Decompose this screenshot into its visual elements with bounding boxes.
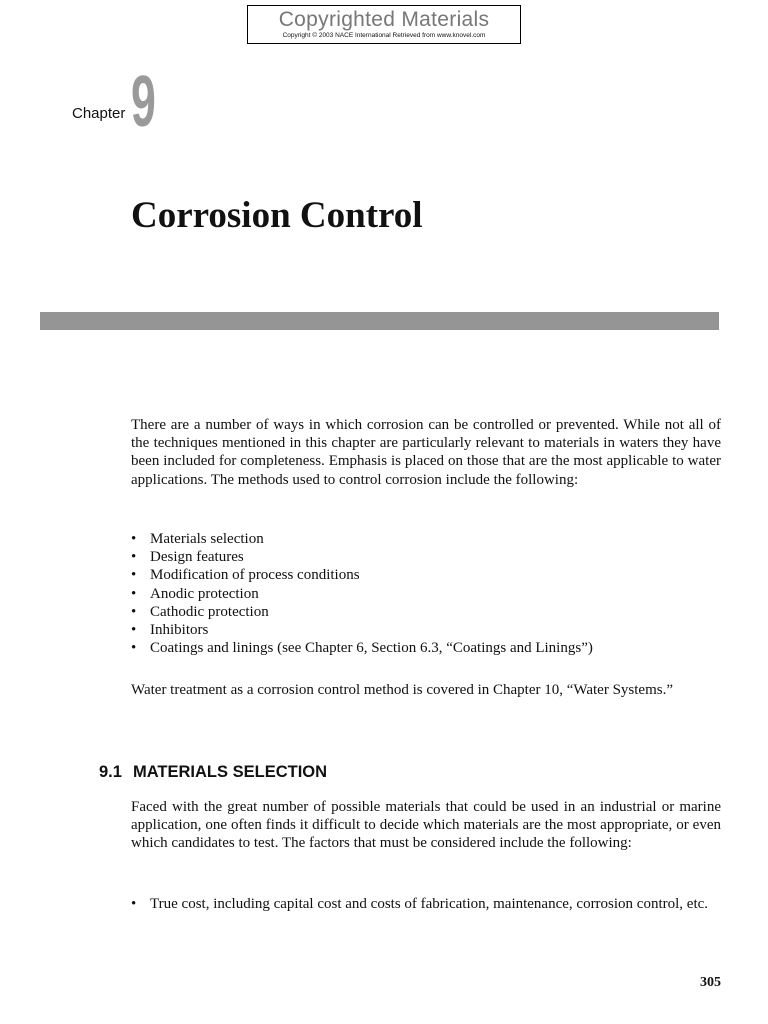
water-treatment-note: Water treatment as a corrosion control method is covered in Chapter 10, “Water Systems.” [131,682,673,698]
list-item-text: Design features [150,549,244,566]
chapter-label: Chapter [72,105,126,122]
list-item [131,530,721,548]
intro-paragraph: There are a number of ways in which corrosion can be controlled or prevented. While not all of the techniques mentioned in this chapter are particularly relevant to materials in waters they have been included for completeness. Emphasis is placed on those that are the most applicable to water applications. The methods used to control corrosion include the following: [131,417,721,488]
copyright-title: Copyrighted Materials [278,8,490,31]
section-title: MATERIALS SELECTION [133,763,328,781]
bullet-icon: • [131,896,137,912]
list-item [131,621,721,639]
bullet-icon: • [131,622,137,639]
list-item [131,585,721,603]
bullet-icon: • [131,603,137,620]
title-divider-bar [40,312,719,330]
section-heading [99,762,327,782]
materials-selection-paragraph: Faced with the great number of possible materials that could be used in an industrial or marine application, one often finds it difficult to decide which materials are the most appropriate, or even which candidates to test. The factors that must be considered include the following: [131,799,721,852]
list-item [131,639,721,657]
section-number: 9.1 [99,763,122,781]
chapter-title: Corrosion Control [131,195,423,236]
list-item-text: Materials selection [150,531,264,547]
bullet-icon: • [131,585,137,602]
list-item-text: Coatings and linings (see Chapter 6, Section 6.3, “Coatings and Linings”) [150,640,593,657]
list-item-text: True cost, including capital cost and costs of fabrication, maintenance, corrosion control, etc. [150,896,709,912]
corrosion-control-methods-list [131,530,721,657]
list-item [131,548,721,566]
selection-factors-list [131,895,721,913]
list-item [131,895,721,913]
list-item [131,566,721,584]
bullet-icon: • [131,549,137,566]
list-item-text: Anodic protection [150,585,259,602]
bullet-icon: • [131,640,137,657]
copyright-notice: Copyright © 2003 NACE International Retrieved from www.knovel.com [282,32,486,39]
copyright-banner [247,5,521,44]
list-item-text: Inhibitors [150,622,209,639]
list-item [131,603,721,621]
bullet-icon: • [131,567,137,584]
list-item-text: Cathodic protection [150,603,269,620]
bullet-icon: • [131,531,137,547]
chapter-number: 9 [131,62,156,142]
page-number: 305 [700,975,721,990]
list-item-text: Modification of process conditions [150,567,360,584]
